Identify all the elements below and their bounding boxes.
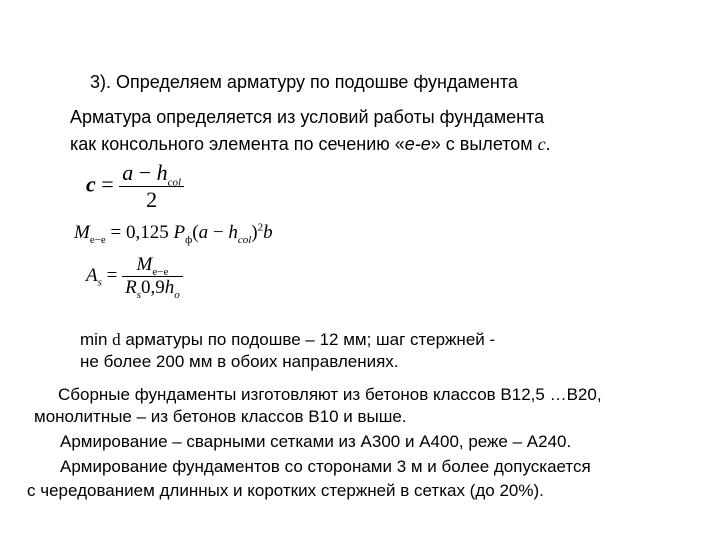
symbol-M: M: [74, 222, 90, 243]
subscript-ee: e−e: [152, 265, 169, 278]
intro-line-2-start: как консольного элемента по сечению «: [70, 134, 405, 154]
formula-area-fraction: [122, 254, 183, 299]
equals-coefficient: = 0,125: [105, 222, 174, 243]
rebar-line-2: не более 200 мм в обоих направлениях.: [80, 352, 399, 371]
paragraph-line: с чередованием длинных и коротких стержней в сетках (до 20%).: [27, 481, 544, 500]
intro-line-2-end: .: [545, 134, 551, 154]
formula-overhang-equals: =: [101, 171, 114, 197]
subscript-ee: e−e: [89, 233, 106, 246]
subscript-s: s: [136, 288, 141, 301]
minus-sign: −: [208, 222, 229, 243]
symbol-A: A: [86, 264, 98, 286]
formula-area-denominator: [122, 276, 183, 299]
section-label: е-е: [404, 134, 431, 154]
coefficient: 0,9: [141, 277, 165, 298]
formula-overhang-denominator: 2: [119, 186, 184, 213]
symbol-M: M: [136, 254, 153, 275]
formula-overhang-numerator: [119, 160, 184, 189]
rebar-line-1: [80, 329, 495, 351]
symbol-b: b: [263, 222, 273, 243]
symbol-R: R: [125, 277, 137, 298]
symbol-h: h: [164, 277, 175, 298]
formula-overhang: [86, 160, 184, 213]
minus-sign: −: [133, 160, 157, 185]
subscript-f: ф: [185, 233, 193, 246]
formula-overhang-fraction: [119, 160, 184, 213]
rebar-min-label: min: [80, 330, 113, 349]
formula-overhang-lhs: c: [86, 171, 96, 197]
paragraph-line: Армирование фундаментов со сторонами 3 м и более допускается: [60, 457, 591, 476]
subscript-s: s: [97, 276, 102, 289]
symbol-h: h: [156, 160, 168, 185]
overhang-symbol: c: [537, 134, 546, 154]
symbol-a: a: [122, 160, 134, 185]
intro-line-2-middle: » с вылетом: [430, 134, 538, 154]
formula-moment: [74, 222, 273, 244]
paren-open: (: [192, 222, 199, 243]
formula-area-numerator: [122, 254, 183, 276]
section-heading: 3). Определяем арматуру по подошве фундамента: [90, 72, 518, 92]
paragraph-line: Армирование – сварными сетками из А300 и А400, реже – А240.: [60, 432, 572, 451]
intro-line-2: [70, 133, 551, 155]
formula-area: [86, 254, 183, 299]
symbol-h: h: [228, 222, 238, 243]
subscript-col: col: [167, 176, 182, 189]
paragraph-line: монолитные – из бетонов классов В10 и выше.: [34, 407, 407, 426]
rebar-line-1-text: арматуры по подошве – 12 мм; шаг стержней -: [120, 330, 496, 349]
diameter-symbol: d: [112, 330, 121, 349]
exponent: 2: [257, 221, 264, 234]
paren-close: ): [251, 222, 258, 243]
equals-sign: =: [106, 264, 118, 286]
symbol-P: P: [173, 222, 186, 243]
subscript-o: o: [174, 288, 180, 301]
paragraph-line: Сборные фундаменты изготовляют из бетонов классов В12,5 …В20,: [58, 385, 602, 404]
symbol-a: a: [198, 222, 209, 243]
intro-line-1: Арматура определяется из условий работы фундамента: [70, 107, 545, 127]
subscript-col: col: [237, 233, 252, 246]
